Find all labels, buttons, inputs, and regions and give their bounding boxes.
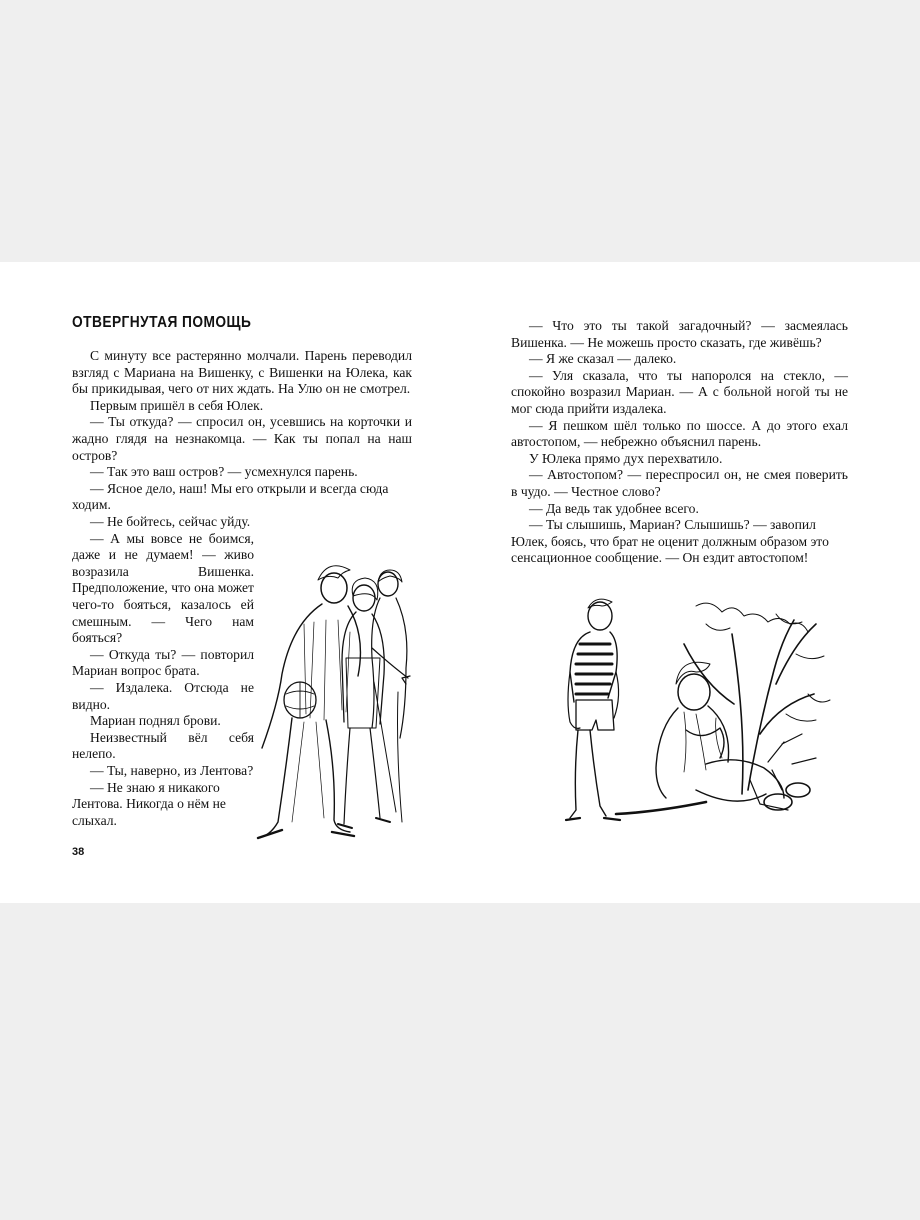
paragraph: Первым пришёл в себя Юлек. bbox=[90, 397, 264, 413]
paragraph: — Автостопом? — переспросил он, не смея поверить в чудо. — Честное слово? bbox=[511, 467, 848, 499]
paragraph: — А мы вовсе не боимся, даже и не думаем! — живо возразила Вишенка. Предположение, что она может чего-то бояться, казалось ей смешным. — Чего нам бояться? bbox=[72, 530, 254, 646]
two-boys-illustration bbox=[546, 594, 842, 844]
paragraph: Неизвестный вёл себя нелепо. bbox=[72, 729, 254, 762]
three-children-illustration bbox=[252, 562, 414, 844]
left-column-narrow-text bbox=[72, 514, 254, 829]
paragraph: — Ты, наверно, из Лентова? bbox=[90, 762, 254, 778]
paragraph: — Ясное дело, наш! Мы его открыли и всегда сюда ходим. bbox=[72, 480, 389, 513]
paragraph: — Я же сказал — далеко. bbox=[529, 351, 677, 367]
paragraph: — Да ведь так удобнее всего. bbox=[529, 500, 699, 516]
paragraph: У Юлека прямо дух перехватило. bbox=[529, 450, 723, 466]
book-spread bbox=[0, 262, 920, 903]
paragraph: Мариан поднял брови. bbox=[90, 713, 221, 729]
paragraph: — Ты откуда? — спросил он, усевшись на корточки и жадно глядя на незнакомца. — Как ты попал на наш остров? bbox=[72, 414, 412, 463]
paragraph: С минуту все растерянно молчали. Парень переводил взгляд с Мариана на Вишенку, с Вишенки на Юлека, как бы прикидывая, чего от них ждать. На Улю он не смотрел. bbox=[72, 348, 412, 397]
page-number: 38 bbox=[72, 846, 85, 858]
paragraph: — Откуда ты? — повторил Мариан вопрос брата. bbox=[72, 646, 254, 679]
paragraph: — Ты слышишь, Мариан? Слышишь? — завопил Юлек, боясь, что брат не оценит должным образом это сенсационное сообщение. — Он ездит автостопом! bbox=[511, 517, 829, 566]
bottom-gray-band bbox=[0, 903, 920, 1220]
paragraph: — Издалека. Отсюда не видно. bbox=[72, 679, 254, 712]
top-gray-band bbox=[0, 0, 920, 262]
paragraph: — Так это ваш остров? — усмехнулся парень. bbox=[90, 464, 358, 480]
paragraph: — Я пешком шёл только по шоссе. А до этого ехал автостопом, — небрежно объяснил парень. bbox=[511, 417, 848, 450]
chapter-heading: ОТВЕРГНУТАЯ ПОМОЩЬ bbox=[72, 314, 252, 331]
paragraph: — Не знаю я никакого Лентова. Никогда о нём не слыхал. bbox=[72, 779, 226, 828]
paragraph: — Что это ты такой загадочный? — засмеялась Вишенка. — Не можешь просто сказать, где живёшь? bbox=[511, 318, 848, 350]
right-column-text bbox=[511, 318, 848, 567]
paragraph: — Не бойтесь, сейчас уйду. bbox=[90, 514, 251, 529]
left-column-top-text bbox=[72, 348, 412, 514]
paragraph: — Уля сказала, что ты напоролся на стекло, — спокойно возразил Мариан. — А с больной ногой ты не мог сюда прийти издалека. bbox=[511, 367, 848, 416]
